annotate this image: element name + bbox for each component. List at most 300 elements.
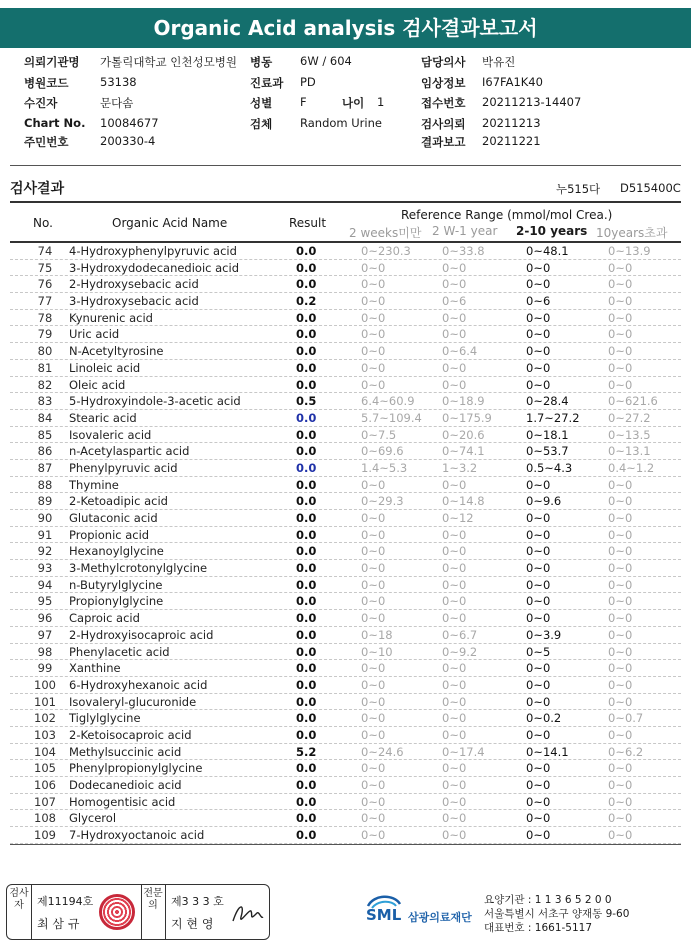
acid-name: Isovaleryl-glucuronide — [69, 694, 197, 709]
acid-name: Thymine — [69, 477, 119, 492]
range-2-10y: 0~5 — [526, 644, 551, 659]
result-value: 0.0 — [296, 727, 317, 742]
range-2weeks: 0~0 — [361, 727, 386, 742]
logo-text: SML — [366, 906, 402, 924]
acid-name: Isovaleric acid — [69, 427, 152, 442]
result-value: 0.0 — [296, 811, 317, 826]
range-2weeks: 0~0 — [361, 794, 386, 809]
acid-name: 3-Hydroxydodecanedioic acid — [69, 260, 240, 275]
row-number: 89 — [37, 494, 53, 509]
result-value: 0.0 — [296, 644, 317, 659]
acid-name: Tiglylglycine — [69, 711, 141, 726]
report-value: 20211221 — [482, 134, 541, 148]
range-2-10y: 0~3.9 — [526, 627, 562, 642]
range-2w-1y: 0~6 — [442, 294, 467, 309]
result-value: 0.0 — [296, 627, 317, 642]
range-10y: 0~0 — [608, 661, 633, 676]
range-2-10y: 0~0 — [526, 277, 551, 292]
table-row — [10, 694, 681, 711]
range-2weeks: 0~0 — [361, 577, 386, 592]
row-number: 102 — [34, 711, 56, 726]
inspector-name: 최 삼 규 — [37, 917, 80, 931]
range-2w-1y: 0~0 — [442, 477, 467, 492]
result-value: 0.0 — [296, 594, 317, 609]
table-row — [10, 477, 681, 494]
range-2weeks: 0~0 — [361, 511, 386, 525]
range-10y: 0~0 — [608, 561, 633, 576]
range-2weeks: 0~29.3 — [361, 494, 404, 509]
acid-name: Phenylpropionylglycine — [69, 761, 203, 776]
receipt-label: 접수번호 — [421, 96, 466, 110]
range-2-10y: 0~0 — [526, 260, 551, 275]
row-number: 93 — [37, 561, 53, 576]
range-10y: 0~0 — [608, 511, 633, 525]
range-2w-1y: 0~74.1 — [442, 444, 485, 459]
acid-name: 5-Hydroxyindole-3-acetic acid — [69, 394, 241, 409]
range-2weeks: 0~0 — [361, 694, 386, 709]
supervisor-name: 지 현 영 — [171, 917, 214, 931]
row-number: 95 — [37, 594, 53, 609]
range-2-10y: 0~9.6 — [526, 494, 562, 509]
acid-name: Xanthine — [69, 661, 121, 676]
range-10y: 0~0 — [608, 778, 633, 792]
range-2w-1y: 0~0 — [442, 677, 467, 692]
range-2weeks: 0~0 — [361, 327, 386, 342]
range-10y: 0~0 — [608, 611, 633, 626]
row-number: 108 — [34, 811, 56, 826]
result-value: 0.0 — [296, 561, 317, 576]
row-number: 86 — [37, 444, 53, 459]
range-2-10y: 0~0 — [526, 310, 551, 325]
table-row — [10, 827, 681, 844]
result-value: 0.0 — [296, 544, 317, 559]
range-10y: 0~0 — [608, 527, 633, 542]
acid-name: Stearic acid — [69, 410, 137, 425]
sig-divider-3 — [165, 885, 166, 939]
range-10y: 0~0 — [608, 360, 633, 375]
table-row — [10, 644, 681, 661]
chart-value: 10084677 — [100, 116, 159, 130]
idnum-value: 200330-4 — [100, 134, 156, 148]
range-10y: 0~0 — [608, 727, 633, 742]
row-number: 85 — [37, 427, 53, 442]
range-2w-1y: 0~175.9 — [442, 410, 492, 425]
age-label: 나이 — [342, 96, 365, 110]
range-10y: 0~0 — [608, 644, 633, 659]
table-row — [10, 360, 681, 377]
result-value: 0.0 — [296, 761, 317, 776]
range-2-10y: 0~0 — [526, 511, 551, 525]
range-2w-1y: 0~17.4 — [442, 744, 485, 759]
result-value: 0.0 — [296, 477, 317, 492]
org-address: 서울특별시 서초구 양재동 9-60 — [484, 908, 630, 920]
table-header-top-rule — [10, 201, 681, 203]
range-10y: 0~621.6 — [608, 394, 658, 409]
doctor-label: 담당의사 — [421, 55, 466, 69]
range-2w-1y: 0~14.8 — [442, 494, 485, 509]
table-row — [10, 677, 681, 694]
range-2-10y: 0~0 — [526, 577, 551, 592]
range-2-10y: 0~0 — [526, 811, 551, 826]
row-number: 107 — [34, 794, 56, 809]
range-2w-1y: 0~0 — [442, 277, 467, 292]
clinical-label: 임상정보 — [421, 76, 466, 90]
table-row — [10, 727, 681, 744]
acid-name: Glutaconic acid — [69, 511, 158, 525]
table-row — [10, 310, 681, 327]
row-number: 84 — [37, 410, 53, 425]
acid-name: n-Acetylaspartic acid — [69, 444, 190, 459]
result-value: 0.0 — [296, 577, 317, 592]
acid-name: 4-Hydroxyphenylpyruvic acid — [69, 244, 237, 258]
acid-name: n-Butyrylglycine — [69, 577, 163, 592]
result-value: 0.2 — [296, 294, 317, 309]
table-row — [10, 410, 681, 427]
acid-name: 7-Hydroxyoctanoic acid — [69, 828, 205, 843]
acid-name: Hexanoylglycine — [69, 544, 164, 559]
supervisor-label: 전문의 — [143, 888, 163, 911]
row-number: 106 — [34, 778, 56, 792]
result-value: 0.0 — [296, 310, 317, 325]
table-row — [10, 593, 681, 610]
range-2-10y: 0~0 — [526, 778, 551, 792]
range-2w-1y: 0~6.7 — [442, 627, 478, 642]
row-number: 80 — [37, 344, 53, 359]
range-10y: 0~13.5 — [608, 427, 651, 442]
sig-divider-2 — [141, 885, 142, 939]
range-2-10y: 0~0 — [526, 794, 551, 809]
range-2weeks: 0~0 — [361, 377, 386, 392]
row-number: 88 — [37, 477, 53, 492]
row-number: 94 — [37, 577, 53, 592]
dept-value: PD — [300, 75, 316, 89]
acid-name: 2-Ketoadipic acid — [69, 494, 168, 509]
inst-value: 가톨릭대학교 인천성모병원 — [100, 55, 237, 69]
results-table — [10, 243, 681, 844]
range-2weeks: 0~0 — [361, 294, 386, 309]
age-value: 1 — [377, 95, 385, 109]
range-2w-1y: 0~0 — [442, 527, 467, 542]
result-value: 0.0 — [296, 444, 317, 459]
range-10y: 0~13.1 — [608, 444, 651, 459]
row-number: 78 — [37, 310, 53, 325]
range-2-10y: 0~0 — [526, 377, 551, 392]
result-value: 0.0 — [296, 410, 317, 425]
result-value: 0.0 — [296, 360, 317, 375]
request-label: 검사의뢰 — [421, 117, 466, 131]
signature-box — [6, 884, 270, 940]
patient-value: 문다솜 — [100, 96, 134, 110]
table-row — [10, 343, 681, 360]
range-2-10y: 0~28.4 — [526, 394, 569, 409]
clinical-value: I67FA1K40 — [482, 75, 543, 89]
range-10y: 0~13.9 — [608, 244, 651, 258]
range-2w-1y: 0~0 — [442, 360, 467, 375]
range-2-10y: 0~53.7 — [526, 444, 569, 459]
range-2w-1y: 0~12 — [442, 511, 474, 525]
acid-name: 3-Hydroxysebacic acid — [69, 294, 199, 309]
range-10y: 0~0 — [608, 677, 633, 692]
sex-label: 성별 — [250, 96, 273, 110]
range-2w-1y: 1~3.2 — [442, 460, 478, 475]
row-number: 92 — [37, 544, 53, 559]
acid-name: Methylsuccinic acid — [69, 744, 182, 759]
range-2w-1y: 0~0 — [442, 811, 467, 826]
table-row — [10, 794, 681, 811]
inspector-label: 검사자 — [9, 888, 29, 911]
row-number: 104 — [34, 744, 56, 759]
row-number: 101 — [34, 694, 56, 709]
range-2weeks: 5.7~109.4 — [361, 410, 422, 425]
result-value: 0.0 — [296, 511, 317, 525]
result-value: 0.0 — [296, 427, 317, 442]
range-2-10y: 0~0 — [526, 477, 551, 492]
row-number: 75 — [37, 260, 53, 275]
result-value: 0.0 — [296, 327, 317, 342]
range-2weeks: 0~0 — [361, 544, 386, 559]
table-row — [10, 527, 681, 544]
range-2-10y: 0~0 — [526, 544, 551, 559]
range-10y: 0~0 — [608, 761, 633, 776]
range-2-10y: 0~0 — [526, 611, 551, 626]
range-2w-1y: 0~0 — [442, 310, 467, 325]
acid-name: Phenylpyruvic acid — [69, 460, 178, 475]
table-row — [10, 510, 681, 527]
acid-name: N-Acetyltyrosine — [69, 344, 164, 359]
range-2w-1y: 0~0 — [442, 561, 467, 576]
table-row — [10, 810, 681, 827]
result-value: 5.2 — [296, 744, 317, 759]
range-10y: 0~0 — [608, 494, 633, 509]
row-number: 90 — [37, 511, 53, 525]
result-value: 0.0 — [296, 494, 317, 509]
range-2-10y: 0~18.1 — [526, 427, 569, 442]
range-10y: 0~0 — [608, 594, 633, 609]
header-name: Organic Acid Name — [112, 216, 228, 230]
section-title: 검사결과 — [10, 181, 65, 197]
row-number: 105 — [34, 761, 56, 776]
logo-subtext: 삼광의료재단 — [408, 911, 472, 924]
range-10y: 0~27.2 — [608, 410, 651, 425]
org-code: 요양기관 : 1 1 3 6 5 2 0 0 — [484, 894, 612, 906]
range-2-10y: 0~6 — [526, 294, 551, 309]
result-value: 0.0 — [296, 711, 317, 726]
row-number: 98 — [37, 644, 53, 659]
acid-name: 2-Hydroxysebacic acid — [69, 277, 199, 292]
result-value: 0.0 — [296, 377, 317, 392]
range-2weeks: 0~230.3 — [361, 244, 411, 258]
range-10y: 0~0 — [608, 377, 633, 392]
range-10y: 0~0 — [608, 260, 633, 275]
inspector-license: 제11194호 — [37, 895, 94, 908]
result-value: 0.0 — [296, 828, 317, 843]
range-2-10y: 0~0 — [526, 527, 551, 542]
range-2weeks: 0~0 — [361, 677, 386, 692]
range-2w-1y: 0~0 — [442, 727, 467, 742]
table-row — [10, 243, 681, 260]
range-2weeks: 0~0 — [361, 711, 386, 726]
result-value: 0.0 — [296, 677, 317, 692]
header-range-2w-1y: 2 W-1 year — [432, 224, 498, 238]
acid-name: Propionic acid — [69, 527, 150, 542]
table-row — [10, 326, 681, 343]
row-number: 76 — [37, 277, 53, 292]
range-10y: 0~0 — [608, 477, 633, 492]
acid-name: Dodecanedioic acid — [69, 778, 182, 792]
table-row — [10, 293, 681, 310]
row-number: 83 — [37, 394, 53, 409]
table-row — [10, 777, 681, 794]
hospcode-label: 병원코드 — [24, 76, 69, 90]
range-2weeks: 0~24.6 — [361, 744, 404, 759]
row-number: 87 — [37, 460, 53, 475]
row-number: 97 — [37, 627, 53, 642]
range-2weeks: 0~0 — [361, 260, 386, 275]
range-2weeks: 0~10 — [361, 644, 393, 659]
report-code-2: D515400C — [620, 181, 681, 195]
info-divider — [10, 165, 681, 166]
specimen-label: 검체 — [250, 117, 273, 131]
range-2w-1y: 0~0 — [442, 544, 467, 559]
acid-name: Uric acid — [69, 327, 120, 342]
row-number: 100 — [34, 677, 56, 692]
range-2w-1y: 0~0 — [442, 577, 467, 592]
range-2weeks: 0~0 — [361, 360, 386, 375]
idnum-label: 주민번호 — [24, 135, 69, 149]
acid-name: Phenylacetic acid — [69, 644, 170, 659]
result-value: 0.0 — [296, 661, 317, 676]
acid-name: Caproic acid — [69, 611, 140, 626]
range-2weeks: 0~0 — [361, 310, 386, 325]
range-2-10y: 0~14.1 — [526, 744, 569, 759]
range-10y: 0~6.2 — [608, 744, 644, 759]
range-2-10y: 0~0 — [526, 828, 551, 843]
doctor-value: 박유진 — [482, 55, 516, 69]
patient-label: 수진자 — [24, 96, 58, 110]
request-value: 20211213 — [482, 116, 541, 130]
result-value: 0.0 — [296, 794, 317, 809]
range-10y: 0~0 — [608, 327, 633, 342]
range-10y: 0~0 — [608, 794, 633, 809]
hospcode-value: 53138 — [100, 75, 137, 89]
table-row — [10, 760, 681, 777]
range-2w-1y: 0~9.2 — [442, 644, 478, 659]
table-row — [10, 377, 681, 394]
range-10y: 0~0 — [608, 344, 633, 359]
range-2w-1y: 0~0 — [442, 711, 467, 726]
range-2weeks: 1.4~5.3 — [361, 460, 408, 475]
ward-value: 6W / 604 — [300, 54, 352, 68]
range-10y: 0~0 — [608, 544, 633, 559]
table-bottom-rule — [10, 844, 681, 845]
acid-name: 6-Hydroxyhexanoic acid — [69, 677, 208, 692]
acid-name: Propionylglycine — [69, 594, 164, 609]
result-value: 0.0 — [296, 611, 317, 626]
row-number: 74 — [37, 244, 53, 258]
range-2w-1y: 0~0 — [442, 694, 467, 709]
signature-icon — [229, 899, 265, 929]
receipt-value: 20211213-14407 — [482, 95, 582, 109]
row-number: 109 — [34, 828, 56, 843]
acid-name: 2-Hydroxyisocaproic acid — [69, 627, 214, 642]
specimen-value: Random Urine — [300, 116, 382, 130]
row-number: 77 — [37, 294, 53, 309]
row-number: 79 — [37, 327, 53, 342]
seal-icon — [99, 894, 135, 930]
range-2-10y: 0~0 — [526, 677, 551, 692]
range-10y: 0~0 — [608, 694, 633, 709]
acid-name: 2-Ketoisocaproic acid — [69, 727, 192, 742]
range-2weeks: 0~0 — [361, 277, 386, 292]
range-2-10y: 0~0 — [526, 327, 551, 342]
result-value: 0.0 — [296, 778, 317, 792]
range-2weeks: 0~0 — [361, 778, 386, 792]
table-row — [10, 560, 681, 577]
range-2w-1y: 0~0 — [442, 661, 467, 676]
header-result: Result — [289, 216, 327, 230]
header-range-10y: 10years초과 — [596, 226, 668, 240]
range-2weeks: 0~69.6 — [361, 444, 404, 459]
range-2-10y: 0~0 — [526, 761, 551, 776]
range-2-10y: 0.5~4.3 — [526, 460, 573, 475]
table-row — [10, 443, 681, 460]
table-row — [10, 660, 681, 677]
range-2-10y: 0~0 — [526, 727, 551, 742]
result-value: 0.0 — [296, 244, 317, 258]
acid-name: Homogentisic acid — [69, 794, 176, 809]
acid-name: 3-Methylcrotonylglycine — [69, 561, 208, 576]
range-2weeks: 0~0 — [361, 611, 386, 626]
range-2-10y: 0~0 — [526, 661, 551, 676]
table-row — [10, 744, 681, 761]
sig-divider-1 — [31, 885, 32, 939]
range-2w-1y: 0~0 — [442, 260, 467, 275]
table-row — [10, 393, 681, 410]
org-phone: 대표번호 : 1661-5117 — [484, 922, 593, 934]
header-range-2weeks: 2 weeks미만 — [349, 226, 422, 240]
table-row — [10, 493, 681, 510]
table-row — [10, 577, 681, 594]
range-2weeks: 0~0 — [361, 761, 386, 776]
range-2-10y: 0~0.2 — [526, 711, 562, 726]
supervisor-license: 제3 3 3 호 — [171, 895, 224, 908]
table-row — [10, 627, 681, 644]
dept-label: 진료과 — [250, 76, 284, 90]
range-2weeks: 0~0 — [361, 477, 386, 492]
header-reference: Reference Range (mmol/mol Crea.) — [401, 208, 613, 222]
result-value: 0.0 — [296, 694, 317, 709]
range-2-10y: 0~48.1 — [526, 244, 569, 258]
range-2weeks: 0~0 — [361, 344, 386, 359]
range-2weeks: 0~18 — [361, 627, 393, 642]
range-2-10y: 1.7~27.2 — [526, 410, 580, 425]
range-2w-1y: 0~0 — [442, 377, 467, 392]
range-2weeks: 0~0 — [361, 811, 386, 826]
institution-info — [484, 893, 629, 935]
acid-name: Glycerol — [69, 811, 117, 826]
range-2w-1y: 0~0 — [442, 611, 467, 626]
row-number: 82 — [37, 377, 53, 392]
table-row — [10, 610, 681, 627]
row-number: 99 — [37, 661, 53, 676]
table-row — [10, 710, 681, 727]
report-title: Organic Acid analysis 검사결과보고서 — [0, 8, 691, 48]
acid-name: Linoleic acid — [69, 360, 141, 375]
sml-logo-icon — [364, 892, 476, 932]
range-10y: 0~0 — [608, 277, 633, 292]
range-10y: 0~0 — [608, 627, 633, 642]
range-10y: 0~0.7 — [608, 711, 644, 726]
